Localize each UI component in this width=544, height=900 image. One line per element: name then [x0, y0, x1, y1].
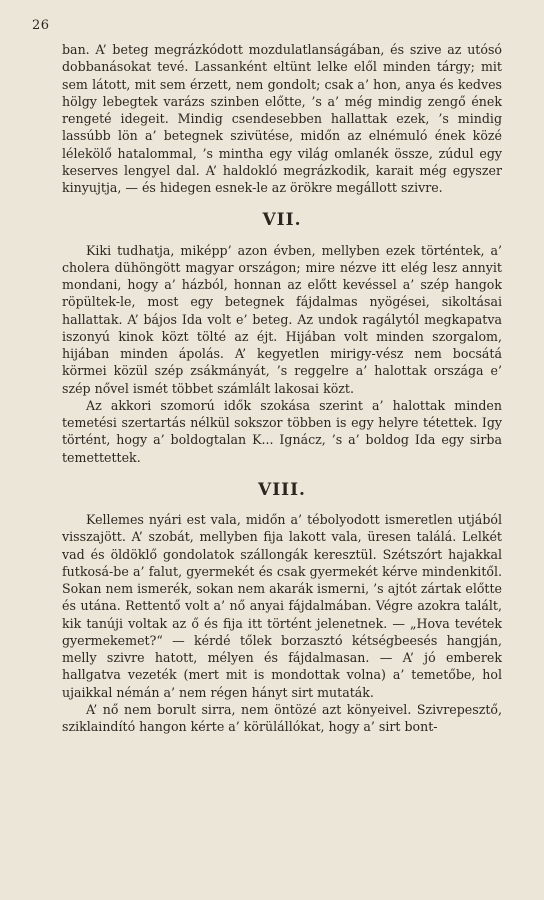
paragraph: Kellemes nyári est vala, midőn a’ tébolyodott ismeretlen utjából visszajött. A’ szobát, mellyben fija lakott vala, üresen találá. Lelkét vad és öldöklő gondolatok szállongák keresztül. Szétszórt hajakkal futkosá-be a’ falut, gyermekét és csak gyermekét kérve mindenkitől. Sokan nem ismerék, sokan nem akarák ismerni, ’s ajtót zártak előtte és utána. Rettentő volt a’ nő anyai fájdalmában. Végre azokra talált, kik tanúji voltak az ő és fija itt történt jelenetnek. — „Hova tevétek gyermekemet?“ — kérdé tőlek borzasztó kétségbeesés hangján, melly szivre hatott, mélyen és fájdalmasan. — A’ jó emberek hallgatva vezeték (mert mit is mondottak volna) a’ temetőbe, hol ujaikkal némán a’ nem régen hányt sirt mutaták. [62, 512, 502, 700]
chapter-heading-viii: VIII. [258, 479, 306, 500]
text-block [62, 41, 502, 735]
page-number: 26 [32, 18, 50, 33]
paragraph: A’ nő nem borult sirra, nem öntözé azt könyeivel. Szivrepesztő, sziklaindító hangon kérte a’ körülállókat, hogy a’ sirt bont- [62, 701, 502, 734]
paragraph: Az akkori szomorú idők szokása szerint a’ halottak minden temetési szertartás nélkül sokszor többen is egy helyre tétettek. Igy történt, hogy a’ boldogtalan K... Ignácz, ’s a’ boldog Ida egy sirba temettettek. [62, 397, 502, 465]
chapter-heading-vii: VII. [262, 210, 302, 231]
paragraph: Kiki tudhatja, miképp’ azon évben, mellyben ezek történtek, a’ cholera dühöngött magyar országon; mire nézve itt elég lesz annyit mondani, hogy a’ házból, honnan az előtt kevéssel a’ szép hangok röpültek-le, most egy betegnek fájdalmas nyögései, sikoltásai hallattak. A’ bájos Ida volt e’ beteg. Az undok ragálytól megkapatva iszonyú kinok közt tölté az éjt. Hijában volt minden szorgalom, hijában minden ápolás. A’ kegyetlen mirigy-vész nem bocsátá körmei közül szép zsákmányát, ’s reggelre a’ halottak országa e’ szép nővel ismét többet számlált lakosai közt. [62, 242, 502, 396]
paragraph-continued: ban. A’ beteg megrázkódott mozdulatlanságában, és szive az utósó dobbanásokat tevé. Lassanként eltünt lelke elől minden tárgy; mit sem látott, mit sem érzett, nem gondolt; csak a’ hon, anya és kedves hölgy lebegtek varázs szinben előtte, ’s a’ még mindig zengő ének rengeté idegeit. Mindig csendesebben hallattak ezek, ’s mindig lassúbb lön a’ betegnek szivütése, midőn az elnémuló ének közé lélekölő hatalommal, ’s mintha egy világ omlanék össze, zúdul egy keserves lengyel dal. A’ haldokló megrázkodik, karait még egyszer kinyujtja, — és hidegen esnek-le az örökre megállott szivre. [62, 42, 502, 195]
